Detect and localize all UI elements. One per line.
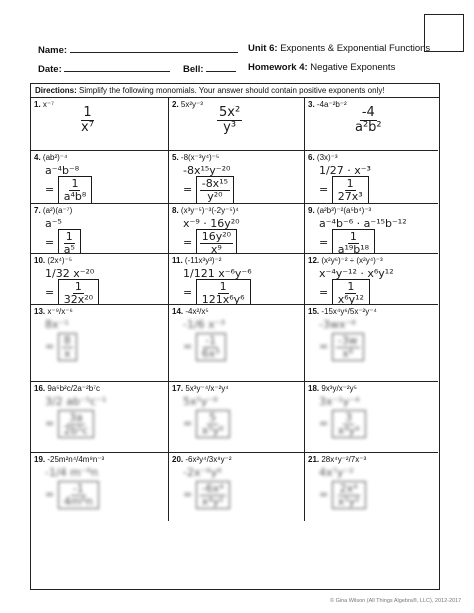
handwritten-answer — [183, 481, 230, 509]
problem-cell — [169, 151, 305, 204]
problem-expression: (3x)⁻³ — [316, 153, 338, 162]
answer-numerator: 1 — [71, 177, 79, 190]
problem-expression: (2x⁴)⁻⁵ — [47, 256, 73, 265]
handwritten-answer — [45, 279, 99, 305]
problem-number-label: 12. — [308, 256, 320, 265]
handwritten-work: 1/27 · x⁻³ — [319, 164, 371, 177]
problem-number — [308, 206, 371, 215]
date-field[interactable] — [38, 62, 170, 75]
answer-fraction — [200, 335, 222, 359]
problem-number — [34, 307, 73, 316]
answer — [79, 105, 96, 135]
problem-cell — [305, 98, 438, 151]
handwritten-work: -2x⁻⁶y⁶ — [183, 466, 222, 479]
handwritten-answer — [45, 176, 92, 204]
answer-denominator: x⁴y⁴ — [337, 423, 360, 437]
handwritten-answer — [319, 333, 364, 361]
handwritten-work: a⁻⁴b⁻⁸ — [45, 164, 80, 177]
problem-number — [308, 455, 366, 464]
answer-fraction — [79, 106, 96, 134]
unit-title: Exponents & Exponential Functions — [280, 43, 431, 54]
bell-line — [206, 62, 236, 72]
problem-expression: x⁻⁹/x⁻⁶ — [47, 307, 73, 316]
answer-box — [58, 410, 94, 438]
answer-box — [332, 279, 370, 305]
problem-expression: -15x⁴y⁶/5x⁻²y⁻⁴ — [321, 307, 377, 316]
name-line — [70, 43, 238, 53]
answer-denominator: x⁵y² — [337, 494, 360, 508]
bell-label: Bell: — [183, 64, 204, 75]
answer-denominator: x⁵y⁸ — [201, 423, 224, 437]
problem-number — [172, 153, 219, 162]
answer-numerator: 1 — [349, 230, 357, 243]
handwritten-answer — [183, 279, 251, 305]
answer-denominator: x — [63, 346, 71, 360]
answer-box — [332, 229, 375, 254]
answer-fraction — [200, 412, 226, 436]
answer-numerator: -3w — [337, 334, 358, 347]
answer-numerator: -1 — [72, 482, 84, 495]
answer-box — [196, 410, 230, 438]
problem-number-label: 17. — [172, 384, 184, 393]
problem-expression: -8(x⁻³y⁴)⁻⁵ — [180, 153, 220, 162]
handwritten-answer — [45, 481, 99, 509]
answer-denominator: 4m⁶n — [63, 494, 93, 508]
problem-cell — [169, 98, 305, 151]
answer-fraction — [336, 483, 362, 507]
handwritten-work: 1/32 x⁻²⁰ — [45, 267, 95, 280]
equals-sign: = — [183, 340, 196, 354]
answer-denominator: x⁶y¹² — [337, 292, 364, 305]
handwritten-answer — [353, 106, 384, 134]
problem-number-label: 3. — [308, 100, 315, 109]
problem-cell — [305, 453, 438, 521]
answer-denominator: 121x⁶y⁶ — [201, 292, 245, 305]
answer-fraction — [62, 483, 95, 507]
equals-sign: = — [45, 417, 58, 431]
answer-box — [196, 481, 230, 509]
answer-denominator: x⁴y² — [201, 494, 224, 508]
problem-number — [172, 256, 221, 265]
answer-box — [196, 279, 251, 305]
handwritten-work: -3wx⁻⁸ — [319, 318, 356, 331]
problem-expression: -4a⁻²b⁻² — [316, 100, 347, 109]
equals-sign: = — [183, 286, 196, 300]
problem-cell — [169, 382, 305, 453]
problem-number — [34, 455, 104, 464]
answer-denominator: y³ — [223, 119, 237, 135]
copyright-footer: © Gina Wilson (All Things Algebra®, LLC), 2012-2017 — [330, 598, 462, 604]
answer-numerator: -1 — [205, 334, 217, 347]
answer — [353, 105, 384, 135]
answer-box — [58, 279, 99, 305]
equals-sign: = — [45, 286, 58, 300]
answer-fraction — [200, 231, 233, 254]
problem-number — [308, 100, 347, 109]
answer-numerator: 1 — [74, 280, 82, 293]
answer-fraction — [336, 335, 360, 359]
problem-cell — [305, 382, 438, 453]
handwritten-work: -1/4 m⁻⁶n — [45, 466, 99, 479]
problem-cell — [169, 204, 305, 254]
problem-cell — [169, 254, 305, 305]
answer-denominator: x⁸ — [342, 346, 354, 360]
answer-fraction — [336, 231, 371, 254]
problem-number-label: 10. — [34, 256, 46, 265]
answer — [217, 105, 242, 135]
problem-number — [34, 100, 54, 109]
equals-sign: = — [319, 236, 332, 250]
answer-fraction — [62, 281, 95, 305]
problem-number — [308, 153, 338, 162]
answer-fraction — [200, 483, 226, 507]
directions — [31, 84, 439, 98]
answer-fraction — [200, 281, 247, 305]
problem-expression: 9a⁵b²c/2a⁻²b⁷c — [47, 384, 101, 393]
answer-box — [58, 229, 81, 254]
handwritten-work: -8x¹⁵y⁻²⁰ — [183, 164, 231, 177]
answer-box — [58, 333, 77, 361]
answer-denominator: x⁹ — [210, 242, 222, 254]
answer-box — [332, 410, 366, 438]
answer-fraction — [62, 231, 77, 254]
equals-sign: = — [45, 340, 58, 354]
equals-sign: = — [183, 236, 196, 250]
problem-expression: 9x³y/x⁻²y⁵ — [321, 384, 357, 393]
answer-numerator: 3a — [69, 411, 83, 424]
handwritten-work: a⁻⁴b⁻⁶ · a⁻¹⁵b⁻¹² — [319, 217, 407, 230]
answer-numerator: 1 — [219, 280, 227, 293]
problem-number — [172, 384, 229, 393]
homework-heading — [248, 62, 395, 73]
handwritten-answer — [319, 229, 375, 254]
equals-sign: = — [45, 488, 58, 502]
handwritten-answer — [79, 106, 96, 134]
handwritten-answer — [183, 229, 237, 254]
handwritten-work: 5x⁵y⁻⁸ — [183, 395, 218, 408]
unit-label: Unit 6: — [248, 43, 278, 54]
answer-denominator: 6x³ — [201, 346, 220, 360]
handwritten-work: -1/6 x⁻³ — [183, 318, 225, 331]
answer-box — [58, 481, 99, 509]
problem-number — [34, 206, 72, 215]
bell-field[interactable] — [183, 62, 236, 75]
answer-fraction — [353, 106, 384, 134]
problem-expression: (x²y⁶)⁻² ÷ (x²y⁴)⁻³ — [321, 256, 383, 265]
problem-number-label: 15. — [308, 307, 320, 316]
problem-number — [172, 206, 239, 215]
handwritten-answer — [319, 481, 366, 509]
answer-fraction — [336, 178, 365, 202]
answer-denominator: 32x²⁰ — [63, 292, 94, 305]
problem-expression: 28x⁴y⁻²/7x⁻³ — [321, 455, 367, 464]
answer-numerator: -4 — [361, 105, 375, 120]
answer-numerator: 2x⁴ — [339, 482, 358, 495]
unit-heading — [248, 43, 430, 54]
answer-denominator: a¹⁹b¹⁸ — [337, 242, 370, 254]
answer-denominator: a⁵ — [63, 242, 75, 254]
equals-sign: = — [319, 417, 332, 431]
answer-numerator: 8 — [63, 334, 71, 347]
answer-denominator: 27x³ — [337, 189, 363, 203]
score-box — [424, 14, 464, 52]
problem-cell — [31, 453, 169, 521]
problem-cell — [305, 254, 438, 305]
handwritten-work: 3/2 ab⁻⁵c⁻¹ — [45, 395, 107, 408]
problem-number — [308, 256, 383, 265]
problem-number-label: 8. — [172, 206, 179, 215]
answer-fraction — [62, 412, 90, 436]
equals-sign: = — [319, 340, 332, 354]
problem-number — [308, 384, 357, 393]
problem-expression: -4x²/x⁵ — [185, 307, 209, 316]
answer-denominator: a⁴b⁸ — [63, 189, 87, 203]
problem-number-label: 7. — [34, 206, 41, 215]
problem-number-label: 9. — [308, 206, 315, 215]
equals-sign: = — [45, 183, 58, 197]
homework-title: Negative Exponents — [310, 62, 396, 73]
problem-cell — [31, 254, 169, 305]
answer-box — [196, 333, 226, 361]
problem-expression: (-11x³y³)⁻² — [184, 256, 222, 265]
problem-number-label: 18. — [308, 384, 320, 393]
answer-numerator: 1 — [83, 105, 92, 120]
handwritten-answer — [183, 176, 234, 204]
answer-numerator: -6x⁴ — [201, 482, 224, 495]
answer-numerator: 1 — [347, 280, 355, 293]
answer-denominator: y²⁰ — [207, 189, 223, 203]
answer-fraction — [217, 106, 242, 134]
problem-cell — [169, 305, 305, 382]
problem-cell — [31, 382, 169, 453]
homework-label: Homework 4: — [248, 62, 308, 73]
problem-number-label: 19. — [34, 455, 46, 464]
date-label: Date: — [38, 64, 62, 75]
directions-label: Directions: — [35, 86, 77, 95]
problem-expression: (a²)(a⁻⁷) — [42, 206, 73, 215]
problem-number — [34, 153, 67, 162]
problem-expression: x⁻⁷ — [42, 100, 55, 109]
answer-numerator: 5x² — [219, 105, 241, 120]
handwritten-answer — [319, 410, 366, 438]
handwritten-answer — [45, 410, 94, 438]
answer-denominator: 2b⁵c — [63, 423, 89, 437]
answer-box — [332, 481, 366, 509]
answer-box — [332, 333, 364, 361]
equals-sign: = — [183, 488, 196, 502]
problem-number-label: 13. — [34, 307, 46, 316]
problem-number — [34, 384, 100, 393]
problem-expression: 5x³y⁻⁴/x⁻²y⁴ — [185, 384, 229, 393]
handwritten-answer — [319, 176, 369, 204]
worksheet-grid — [30, 83, 440, 590]
handwritten-answer — [45, 229, 81, 254]
handwritten-work: a⁻⁵ — [45, 217, 62, 230]
name-field[interactable] — [38, 43, 238, 56]
handwritten-answer — [183, 410, 230, 438]
answer-box — [196, 229, 237, 254]
problem-number — [172, 307, 209, 316]
answer-denominator: x⁷ — [81, 119, 94, 135]
problem-number-label: 11. — [172, 256, 183, 265]
date-line — [64, 62, 170, 72]
answer-fraction — [62, 178, 89, 202]
answer-box — [332, 176, 369, 204]
problem-expression: (x³y⁻⁵)⁻³(-2y⁻⁵)⁴ — [180, 206, 239, 215]
answer-numerator: 1 — [346, 177, 354, 190]
answer-fraction — [200, 178, 230, 202]
problem-expression: (a²b³)⁻²(a⁵b⁴)⁻³ — [316, 206, 372, 215]
handwritten-work: 3x⁻¹y⁻⁴ — [319, 395, 360, 408]
problem-cell — [305, 204, 438, 254]
handwritten-work: x⁻⁹ · 16y²⁰ — [183, 217, 240, 230]
handwritten-work: 1/121 x⁻⁶y⁻⁶ — [183, 267, 252, 280]
problem-number-label: 14. — [172, 307, 184, 316]
directions-text: Simplify the following monomials. Your answer should contain positive exponents only! — [79, 86, 385, 95]
handwritten-work: 4x⁷y⁻² — [319, 466, 354, 479]
problem-number — [172, 455, 232, 464]
equals-sign: = — [45, 236, 58, 250]
answer-numerator: 16y²⁰ — [201, 230, 232, 243]
problem-cell — [31, 151, 169, 204]
answer-fraction — [336, 281, 366, 305]
problem-expression: 5x²y⁻³ — [180, 100, 203, 109]
problem-number-label: 2. — [172, 100, 179, 109]
answer-box — [196, 176, 234, 204]
equals-sign: = — [183, 183, 196, 197]
answer-numerator: -8x¹⁵ — [201, 177, 229, 190]
problem-expression: -25m²n⁴/4m⁸n⁻³ — [47, 455, 105, 464]
problem-cell — [31, 204, 169, 254]
problem-number-label: 16. — [34, 384, 46, 393]
problem-number-label: 5. — [172, 153, 179, 162]
answer-numerator: 3 — [345, 411, 353, 424]
problem-number — [172, 100, 203, 109]
handwritten-answer — [45, 333, 77, 361]
problem-number-label: 21. — [308, 455, 320, 464]
handwritten-answer — [319, 279, 370, 305]
equals-sign: = — [183, 417, 196, 431]
answer-box — [58, 176, 93, 204]
answer-fraction — [62, 335, 73, 359]
equals-sign: = — [319, 488, 332, 502]
handwritten-answer — [183, 333, 226, 361]
answer-numerator: 1 — [65, 230, 73, 243]
problem-cell — [31, 98, 169, 151]
handwritten-work: 8x⁻¹ — [45, 318, 69, 331]
equals-sign: = — [319, 286, 332, 300]
answer-fraction — [336, 412, 362, 436]
problem-number — [308, 307, 377, 316]
equals-sign: = — [319, 183, 332, 197]
problem-cell — [305, 151, 438, 204]
problem-number-label: 1. — [34, 100, 41, 109]
problem-number-label: 4. — [34, 153, 41, 162]
handwritten-work: x⁻⁴y⁻¹² · x⁶y¹² — [319, 267, 394, 280]
problem-cell — [31, 305, 169, 382]
answer-denominator: a²b² — [355, 119, 382, 135]
problem-number — [34, 256, 72, 265]
answer-numerator: 5 — [209, 411, 217, 424]
problem-expression: (ab²)⁻⁴ — [42, 153, 68, 162]
problem-expression: -6x²y⁴/3x⁸y⁻² — [185, 455, 232, 464]
problem-number-label: 20. — [172, 455, 184, 464]
problem-cell — [169, 453, 305, 521]
name-label: Name: — [38, 45, 68, 56]
problem-number-label: 6. — [308, 153, 315, 162]
handwritten-answer — [217, 106, 242, 134]
problem-cell — [305, 305, 438, 382]
